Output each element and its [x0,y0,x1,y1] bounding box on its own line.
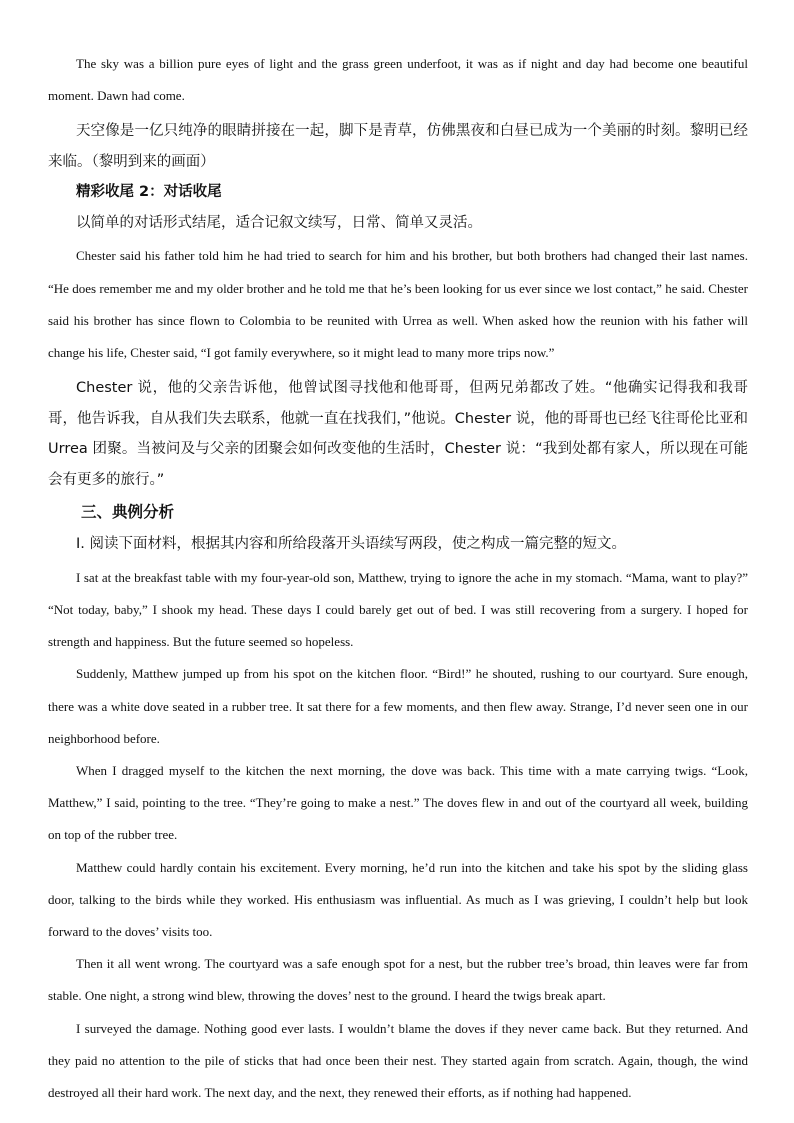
story-paragraph: Then it all went wrong. The courtyard was a safe enough spot for a nest, but the rubber tree’s broad, thin leaves were far from stable. One night, a strong wind blew, throwing the doves’ nest to the ground. I heard the twigs break apart. [48,956,748,1004]
dawn-paragraph-zh: 天空像是一亿只纯净的眼睛拼接在一起，脚下是青草，仿佛黑夜和白昼已成为一个美丽的时刻。黎明已经来临。（黎明到来的画面） [48,123,748,170]
story-paragraph: I sat at the breakfast table with my four-year-old son, Matthew, trying to ignore the ache in my stomach. “Mama, want to play?” “Not today, baby,” I shook my head. These days I could barely get out of bed. I was still recovering from a surgery. I hoped for strength and happiness. But the future seemed so hopeless. [48,569,748,650]
task-instruction: Ⅰ. 阅读下面材料，根据其内容和所给段落开头语续写两段，使之构成一篇完整的短文。 [76,536,626,553]
story-paragraph: Suddenly, Matthew jumped up from his spot on the kitchen floor. “Bird!” he shouted, rushing to our courtyard. Sure enough, there was a white dove seated in a rubber tree. It sat there for a few moments, and then flew away. Strange, I’d never seen one in our neighborhood before. [48,666,748,746]
dawn-paragraph-en: The sky was a billion pure eyes of light and the grass green underfoot, it was as if night and day had become one beautiful moment. Dawn had come. [48,56,748,104]
section-heading: 三、典例分析 [81,503,175,522]
ending-2-description: 以简单的对话形式结尾，适合记叙文续写，日常、简单又灵活。 [76,214,482,231]
chester-paragraph-en: Chester said his father told him he had tried to search for him and his brother, but both brothers had changed their last names. “He does remember me and my older brother and he told me that he’s been looking for us ever since we lost contact,” he said. Chester said his brother has since flown to Colombia to be reunited with Urrea as well. When asked how the reunion with his father will change his life, Chester said, “I got family everywhere, so it might lead to many more trips now.” [48,248,748,361]
story-paragraph: Matthew could hardly contain his excitement. Every morning, he’d run into the kitchen and take his spot by the sliding glass door, talking to the birds while they worked. His enthusiasm was influential. As much as I was grieving, I couldn’t help but look forward to the doves’ visits too. [48,859,748,939]
chester-paragraph-zh: Chester 说，他的父亲告诉他，他曾试图寻找他和他哥哥，但两兄弟都改了姓。“他确实记得我和我哥哥，他告诉我，自从我们失去联系，他就一直在找我们，”他说。Chester 说，他的哥哥也已经飞往哥伦比亚和 Urrea 团聚。当被问及与父亲的团聚会如何改变他的生活时，Chester 说：“我到处都有家人，所以现在可能会有更多的旅行。” [48,380,748,488]
story-paragraph: I surveyed the damage. Nothing good ever lasts. I wouldn’t blame the doves if they never came back. But they returned. And they paid no attention to the pile of sticks that had once been their nest. They started again from scratch. Again, though, the wind destroyed all their hard work. The next day, and the next, they renewed their efforts, as if nothing had happened. [48,1020,748,1100]
document-page [48,48,748,1109]
ending-2-heading: 精彩收尾 2：对话收尾 [76,184,222,201]
story-paragraph: When I dragged myself to the kitchen the next morning, the dove was back. This time with a mate carrying twigs. “Look, Matthew,” I said, pointing to the tree. “They’re going to make a nest.” The doves flew in and out of the courtyard all week, building on top of the rubber tree. [48,762,748,843]
